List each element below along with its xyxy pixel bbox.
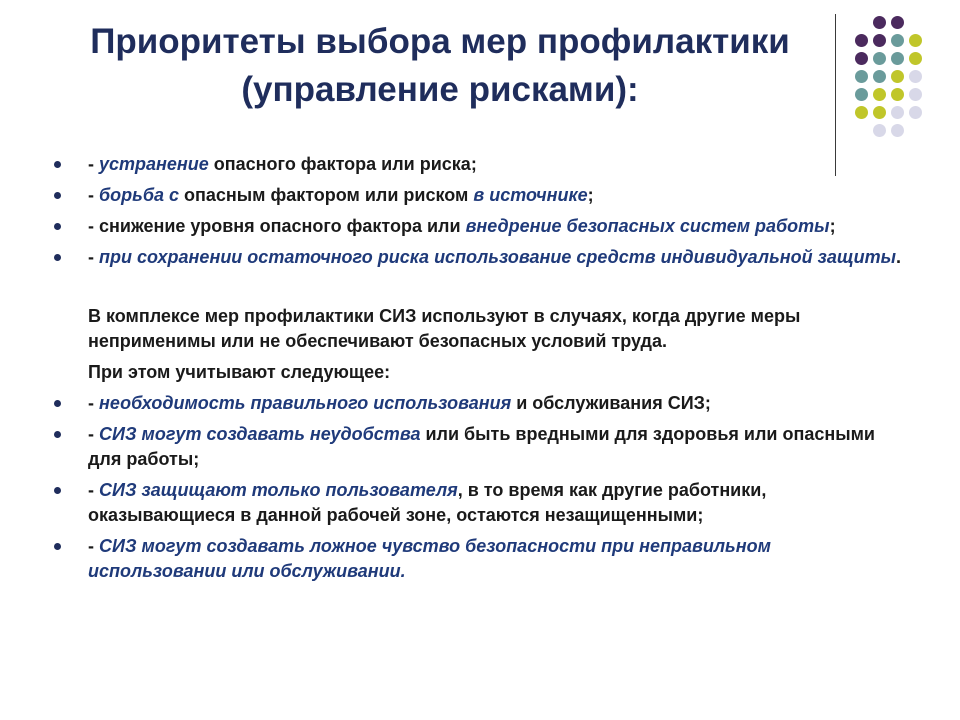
priority-list xyxy=(48,152,908,270)
decorative-dot xyxy=(855,34,868,47)
decorative-dot xyxy=(909,70,922,83)
emphasized-text: устранение xyxy=(99,154,209,174)
paragraph-ppe-usage: В комплексе мер профилактики СИЗ используют в случаях, когда другие меры неприменимы или не обеспечивают безопасных условий труда. xyxy=(88,306,801,351)
consideration-item xyxy=(48,422,908,472)
emphasized-text: борьба с xyxy=(99,185,179,205)
decorative-dot xyxy=(891,16,904,29)
decorative-dot xyxy=(909,34,922,47)
decorative-dot xyxy=(891,88,904,101)
decorative-dot xyxy=(891,124,904,137)
text-segment: или быть вредными для здоровья или опасными для работы; xyxy=(88,424,875,469)
bullet-icon xyxy=(54,400,61,407)
decorative-dot xyxy=(873,16,886,29)
emphasized-text: в источнике xyxy=(473,185,588,205)
text-segment: - xyxy=(88,185,99,205)
decorative-dot xyxy=(855,70,868,83)
decorative-dot xyxy=(891,52,904,65)
consideration-item xyxy=(48,534,908,584)
text-segment: ; xyxy=(587,185,594,205)
text-segment: - xyxy=(88,154,99,174)
decorative-dot xyxy=(873,106,886,119)
decorative-dot xyxy=(873,34,886,47)
text-segment: - xyxy=(88,393,99,413)
decorative-dot xyxy=(873,70,886,83)
text-segment: опасным фактором или риском xyxy=(179,185,474,205)
emphasized-text: СИЗ защищают только пользователя xyxy=(99,480,458,500)
priority-item xyxy=(48,152,908,177)
decorative-dot xyxy=(873,124,886,137)
bullet-icon xyxy=(54,543,61,550)
text-segment: ; xyxy=(829,216,836,236)
decorative-dot xyxy=(891,70,904,83)
text-segment: - xyxy=(88,536,99,556)
bullet-icon xyxy=(54,487,61,494)
decorative-dot xyxy=(855,88,868,101)
decorative-dot xyxy=(873,52,886,65)
text-segment: - xyxy=(88,480,99,500)
text-segment: опасного фактора или риска; xyxy=(208,154,477,174)
decorative-dot xyxy=(891,106,904,119)
text-segment: - xyxy=(88,424,99,444)
text-segment: - xyxy=(88,247,99,267)
decorative-dot xyxy=(873,88,886,101)
consideration-item xyxy=(48,478,908,528)
paragraph-considerations-intro: При этом учитывают следующее: xyxy=(88,362,391,382)
bullet-icon xyxy=(54,223,61,230)
slide-title xyxy=(40,18,840,114)
emphasized-text: необходимость правильного использования xyxy=(99,393,512,413)
considerations-list xyxy=(48,391,908,584)
text-segment: и обслуживания СИЗ; xyxy=(511,393,711,413)
emphasized-text: СИЗ могут создавать ложное чувство безопасности при неправильном использовании или обслуживании. xyxy=(88,536,771,581)
emphasized-text: СИЗ могут создавать неудобства xyxy=(99,424,421,444)
text-segment: . xyxy=(896,247,902,267)
text-segment: - снижение уровня опасного фактора или xyxy=(88,216,466,236)
emphasized-text: внедрение безопасных систем работы xyxy=(465,216,830,236)
title-line-2: (управление рисками): xyxy=(241,70,639,109)
decorative-dot xyxy=(909,52,922,65)
priority-item xyxy=(48,183,908,208)
decorative-dot xyxy=(855,106,868,119)
decorative-dot xyxy=(909,88,922,101)
emphasized-text: при сохранении остаточного риска использование средств индивидуальной защиты xyxy=(99,247,897,267)
slide-body xyxy=(48,152,908,590)
bullet-icon xyxy=(54,192,61,199)
decorative-dot xyxy=(909,106,922,119)
title-line-1: Приоритеты выбора мер профилактики xyxy=(90,22,790,61)
decorative-dot xyxy=(855,52,868,65)
bullet-icon xyxy=(54,161,61,168)
bullet-icon xyxy=(54,431,61,438)
consideration-item xyxy=(48,391,908,416)
priority-item xyxy=(48,214,908,239)
text-segment: , в то время как другие работники, оказывающиеся в данной рабочей зоне, остаются незащищенными; xyxy=(88,480,767,525)
decorative-dot xyxy=(891,34,904,47)
bullet-icon xyxy=(54,254,61,261)
priority-item xyxy=(48,245,908,270)
